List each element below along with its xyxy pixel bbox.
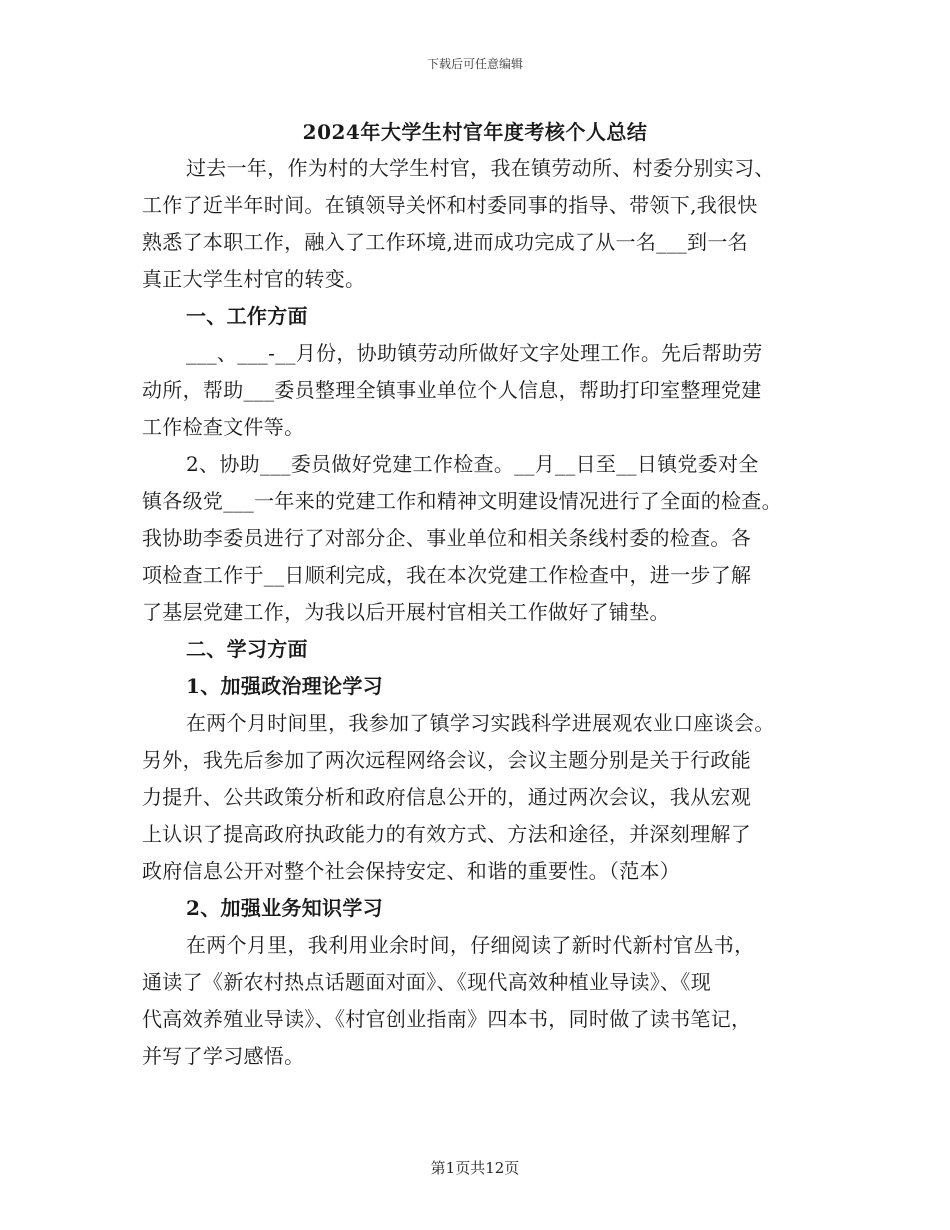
body-text-line: 上认识了提高政府执政能力的有效方式、方法和途径，并深刻理解了 <box>142 822 751 846</box>
body-text-line: 了基层党建工作，为我以后开展村官相关工作做好了铺垫。 <box>142 600 670 624</box>
body-text-line: 在两个月里，我利用业余时间，仔细阅读了新时代新村官丛书， <box>186 933 755 957</box>
section-heading: 二、学习方面 <box>186 637 308 661</box>
body-text-line: 我协助李委员进行了对部分企、事业单位和相关条线村委的检查。各 <box>142 526 751 550</box>
section-heading: 2、加强业务知识学习 <box>186 896 383 920</box>
body-text-line: 力提升、公共政策分析和政府信息公开的，通过两次会议，我从宏观 <box>142 785 751 809</box>
page-footer: 第1页共12页 <box>430 1159 520 1177</box>
section-heading: 1、加强政治理论学习 <box>186 674 383 698</box>
body-text-line: 2、协助___委员做好党建工作检查。__月__日至__日镇党委对全 <box>186 452 759 476</box>
body-text-line: 工作检查文件等。 <box>142 415 305 439</box>
body-text-line: 通读了《新农村热点话题面对面》、《现代高效种植业导读》、《现 <box>142 970 711 994</box>
document-title: 2024年大学生村官年度考核个人总结 <box>302 120 648 144</box>
body-text-line: 政府信息公开对整个社会保持安定、和谐的重要性。（范本） <box>142 859 681 883</box>
body-text-line: 在两个月时间里，我参加了镇学习实践科学进展观农业口座谈会。 <box>186 711 775 735</box>
body-text-line: 过去一年，作为村的大学生村官，我在镇劳动所、村委分别实习、 <box>186 156 775 180</box>
document-body <box>142 150 810 1075</box>
section-heading: 一、工作方面 <box>186 304 308 328</box>
body-text-line: 另外，我先后参加了两次远程网络会议，会议主题分别是关于行政能 <box>142 748 751 772</box>
body-text-line: 真正大学生村官的转变。 <box>142 267 366 291</box>
body-text-line: 项检查工作于__日顺利完成，我在本次党建工作检查中，进一步了解 <box>142 563 752 587</box>
body-text-line: 镇各级党___一年来的党建工作和精神文明建设情况进行了全面的检查。 <box>142 489 782 513</box>
body-text-line: 代高效养殖业导读》、《村官创业指南》四本书，同时做了读书笔记， <box>142 1007 752 1031</box>
body-text-line: 熟悉了本职工作，融入了工作环境,进而成功完成了从一名___到一名 <box>142 230 748 254</box>
body-text-line: 并写了学习感悟。 <box>142 1044 305 1068</box>
header-note: 下载后可任意编辑 <box>426 57 523 71</box>
body-text-line: 工作了近半年时间。在镇领导关怀和村委同事的指导、带领下,我很快 <box>142 193 758 217</box>
body-text-line: ___、___-__月份，协助镇劳动所做好文字处理工作。先后帮助劳 <box>186 341 763 365</box>
body-text-line: 动所，帮助___委员整理全镇事业单位个人信息，帮助打印室整理党建 <box>142 378 762 402</box>
